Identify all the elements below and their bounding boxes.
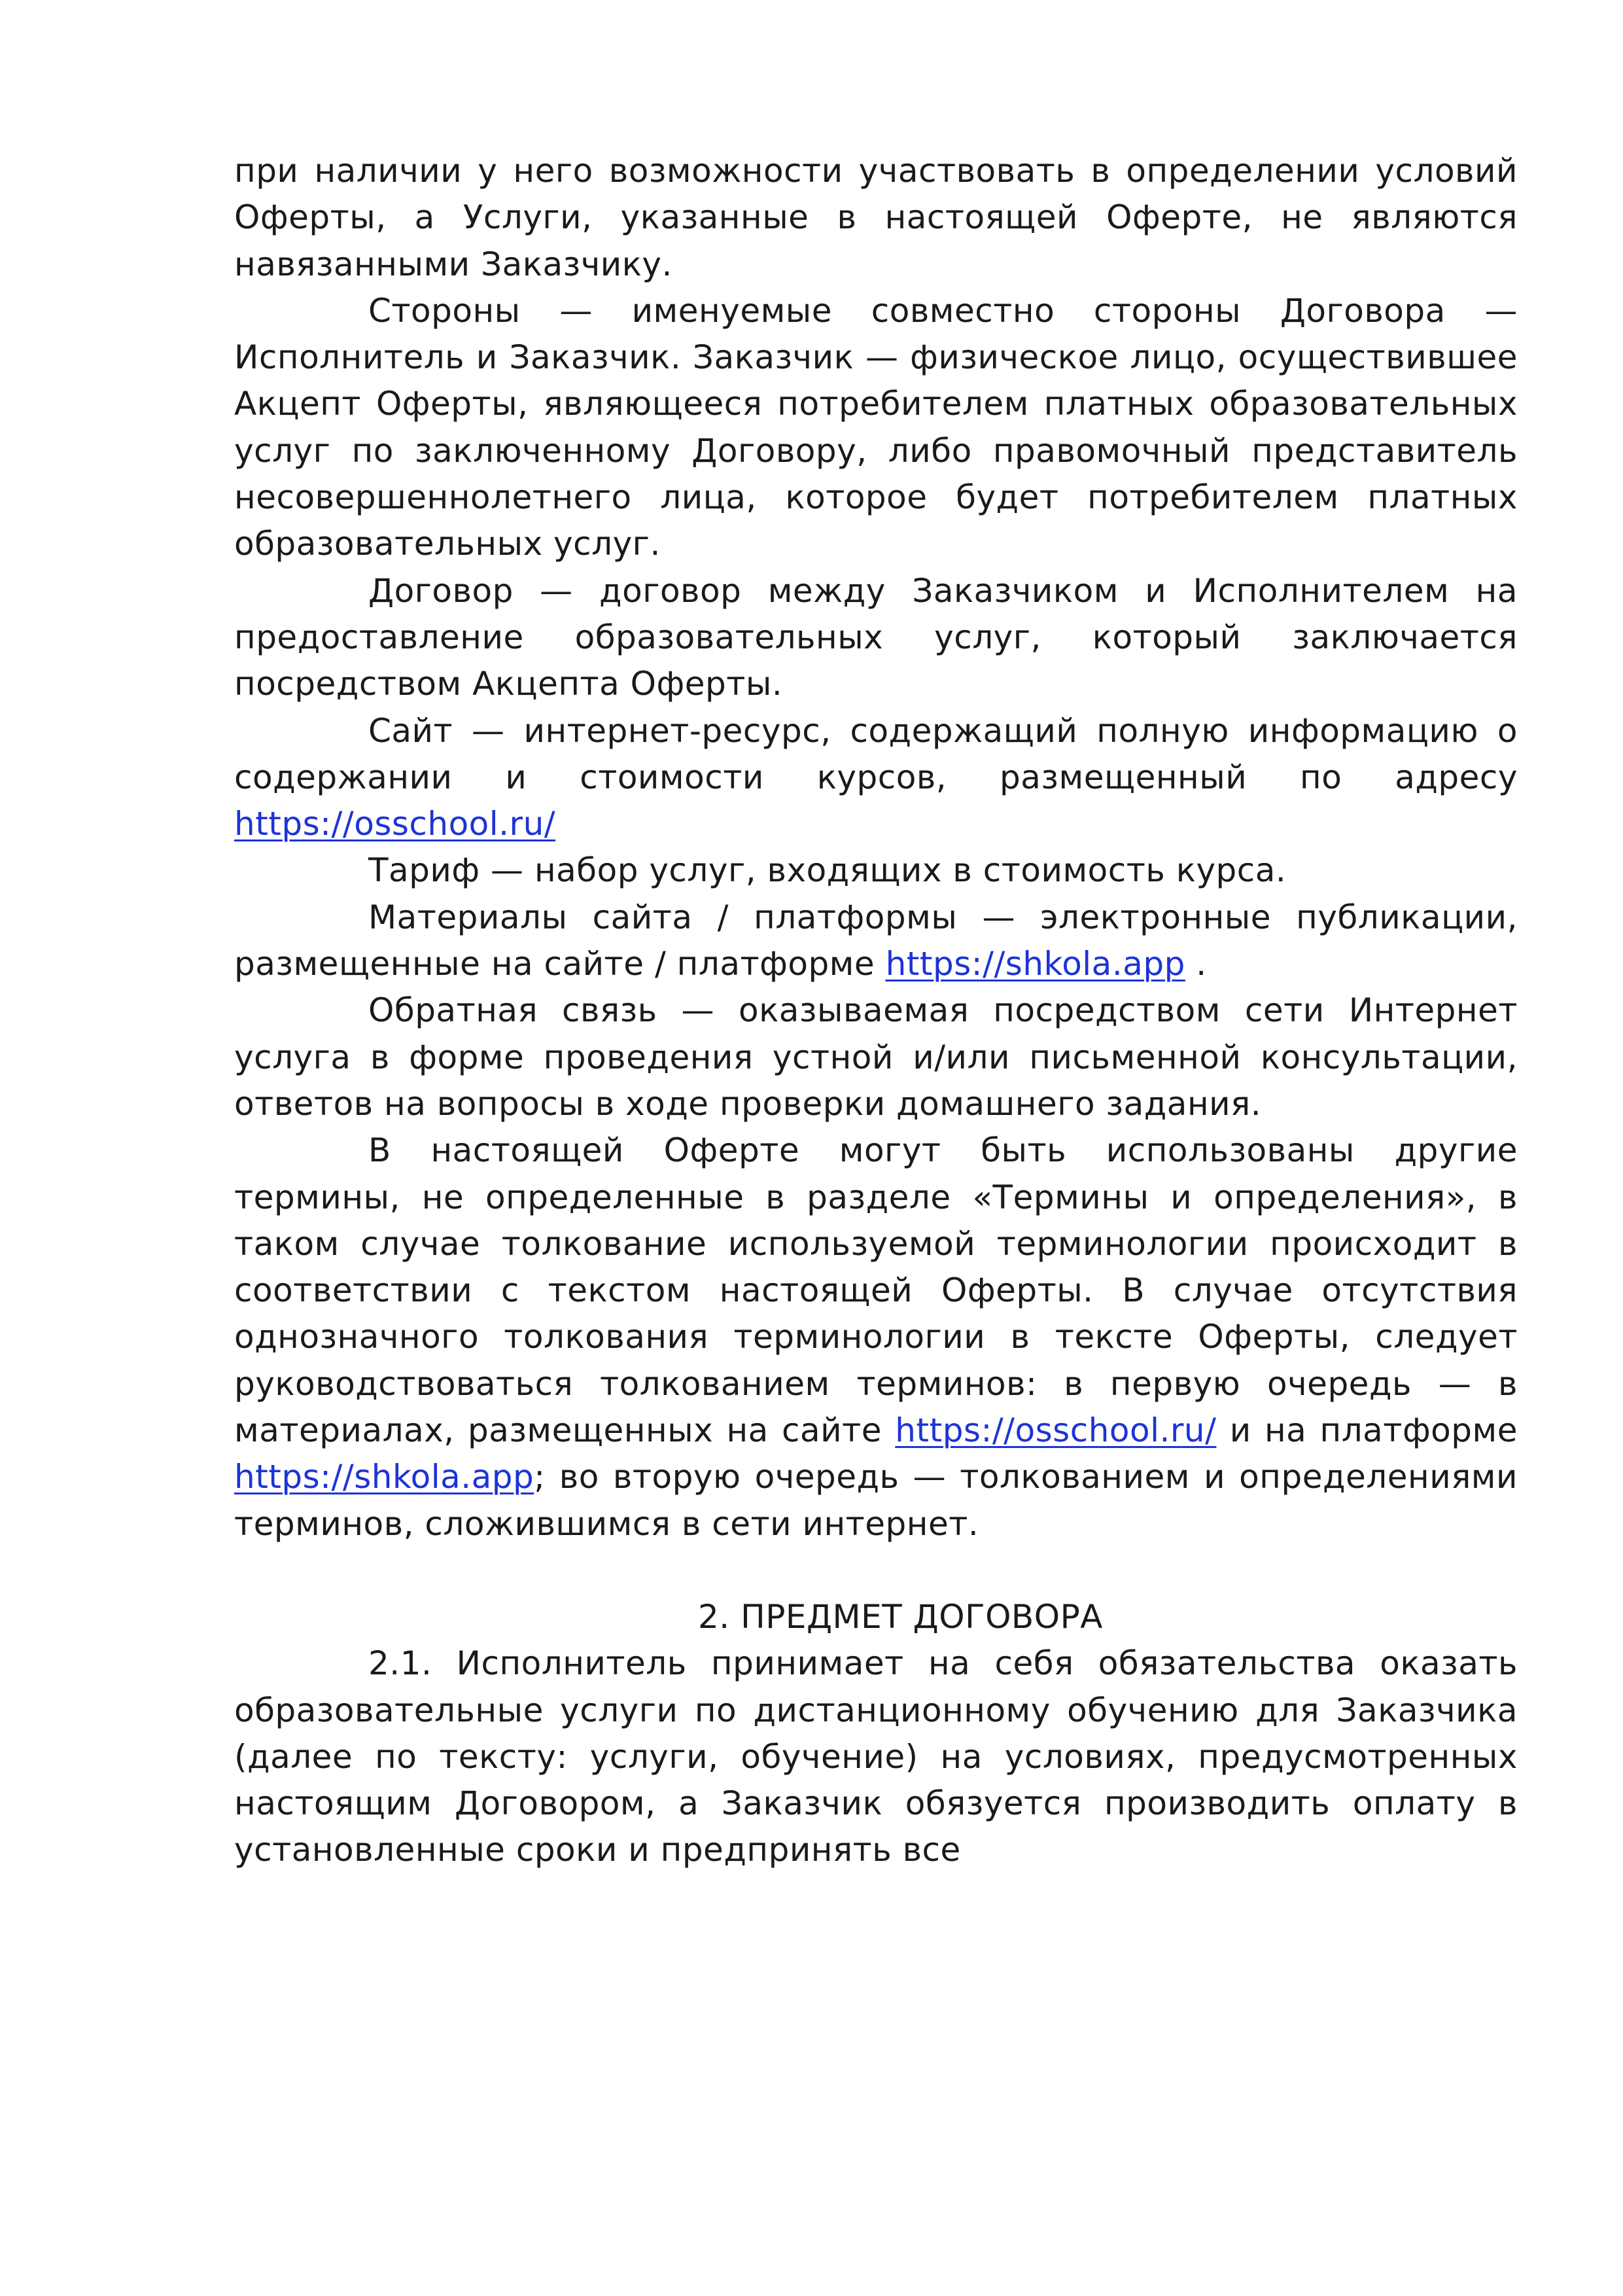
paragraph-continuation: при наличии у него возможности участвовать в определении условий Оферты, а Услуги, указанные в настоящей Оферте, не являются навязанными Заказчику. (234, 152, 1518, 283)
paragraph-terms-text-1: В настоящей Оферте могут быть использованы другие термины, не определенные в разделе «Термины и определения», в таком случае толкование используемой терминологии происходит в соответствии с текстом настоящей Оферты. В случае отсутствия однозначного толкования терминологии в тексте Оферты, следует руководствоваться толкованием терминов: в первую очередь — в материалах, размещенных на сайте (234, 1131, 1518, 1450)
shkola-link[interactable]: https://shkola.app (885, 945, 1185, 983)
paragraph-tarif: Тариф — набор услуг, входящих в стоимость курса. (368, 851, 1287, 890)
paragraph-obratnaya-svyaz: Обратная связь — оказываемая посредством сети Интернет услуга в форме проведения устной и/или письменной консультации, ответов на вопросы в ходе проверки домашнего задания. (234, 991, 1518, 1123)
paragraph-materialy (234, 894, 1518, 988)
paragraph-materialy-text: Материалы сайта / платформы — электронные публикации, размещенные на сайте / платформе (234, 898, 1518, 983)
section-heading-predmet: 2. ПРЕДМЕТ ДОГОВОРА (698, 1597, 1103, 1636)
paragraph-terms-text-3: ; во вторую очередь — толкованием и определениями терминов, сложившимся в сети интернет. (234, 1458, 1518, 1543)
document-body (234, 148, 1518, 1874)
paragraph-sait-text: Сайт — интернет-ресурс, содержащий полную информацию о содержании и стоимости курсов, размещенный по адресу (234, 711, 1518, 796)
osschool-link-2[interactable]: https://osschool.ru/ (895, 1411, 1217, 1450)
paragraph-2-1: 2.1. Исполнитель принимает на себя обязательства оказать образовательные услуги по дистанционному обучению для Заказчика (далее по тексту: услуги, обучение) на условиях, предусмотренных настоящим Договором, а Заказчик обязуется производить оплату в установленные сроки и предпринять все (234, 1644, 1518, 1869)
paragraph-terms (234, 1127, 1518, 1547)
shkola-link-2[interactable]: https://shkola.app (234, 1458, 534, 1496)
paragraph-sait (234, 708, 1518, 848)
paragraph-storony: Стороны — именуемые совместно стороны Договора — Исполнитель и Заказчик. Заказчик — физическое лицо, осуществившее Акцепт Оферты, являющееся потребителем платных образовательных услуг по заключенному Договору, либо правомочный представитель несовершеннолетнего лица, которое будет потребителем платных образовательных услуг. (234, 291, 1518, 563)
paragraph-terms-text-2: и на платформе (1216, 1411, 1518, 1450)
osschool-link[interactable]: https://osschool.ru/ (234, 805, 556, 843)
paragraph-dogovor: Договор — договор между Заказчиком и Исполнителем на предоставление образовательных услуг, который заключается посредством Акцепта Оферты. (234, 571, 1518, 703)
paragraph-materialy-end: . (1185, 945, 1207, 983)
